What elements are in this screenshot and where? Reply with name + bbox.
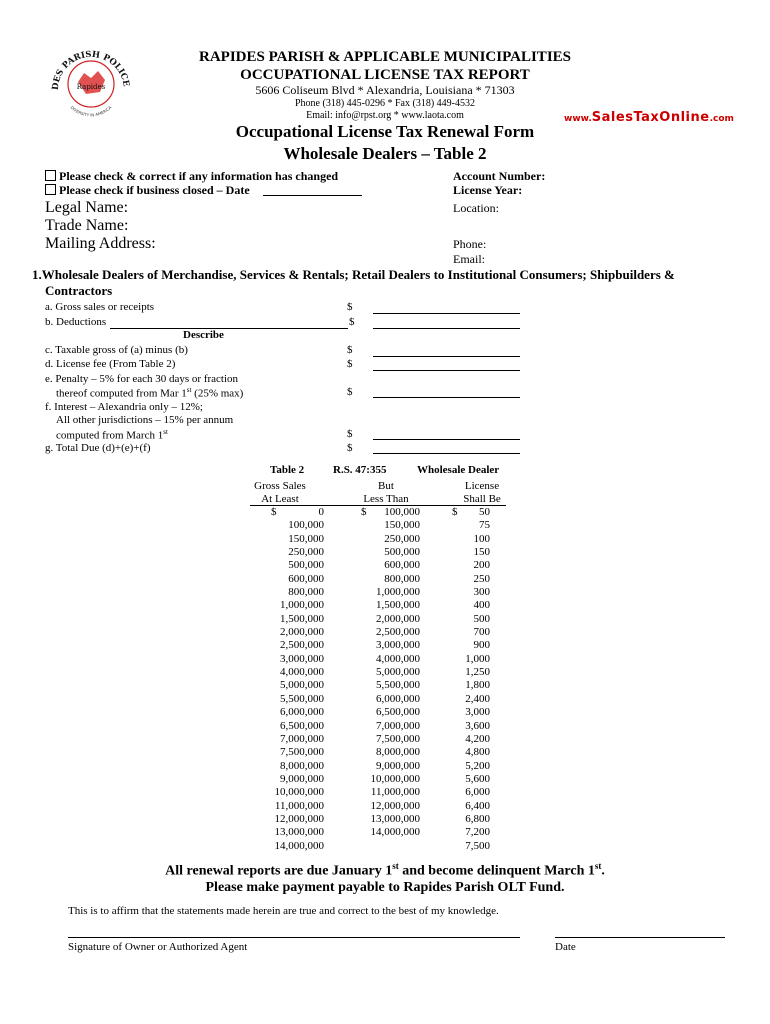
table2-license-cell: 6,800 xyxy=(465,812,490,825)
license-year-label: License Year: xyxy=(453,183,523,197)
item-f-label-2: All other jurisdictions – 15% per annum xyxy=(56,414,234,426)
table2-at-least-cell: 0 xyxy=(318,506,324,518)
table2-license-cell: 75 xyxy=(479,519,490,532)
business-closed-label: Please check if business closed – Date xyxy=(59,183,250,197)
brand-www: www. xyxy=(564,114,592,124)
item-d-label: d. License fee (From Table 2) xyxy=(45,358,176,370)
check-business-closed-row xyxy=(45,183,250,198)
interest-field[interactable] xyxy=(373,439,520,440)
table2-at-least-cell: 600,000 xyxy=(288,572,324,585)
table2-license-cell: 200 xyxy=(473,559,490,572)
table2-less-than-cell: 14,000,000 xyxy=(370,826,420,839)
table2-less-than-cell: 150,000 xyxy=(384,519,420,532)
table2-less-than-cell: 12,000,000 xyxy=(370,799,420,812)
table2-category: Wholesale Dealer xyxy=(417,464,500,476)
col-license-head-2: Shall Be xyxy=(463,493,501,505)
penalty-field[interactable] xyxy=(373,397,520,398)
section-1-number: 1. xyxy=(32,267,42,282)
col-less-than-head-1: But xyxy=(378,480,394,492)
table2-license-cell: 5,600 xyxy=(465,772,490,785)
table2-at-least-cell: 7,000,000 xyxy=(280,732,324,745)
item-f-cont-text: computed from March 1 xyxy=(56,429,164,442)
item-g-dollar: $ xyxy=(347,442,353,454)
item-f-dollar: $ xyxy=(347,428,353,440)
table2-at-least-cell: 6,500,000 xyxy=(280,719,324,732)
item-e-cont-end: (25% max) xyxy=(191,387,244,400)
table2-less-than-cell: 5,000,000 xyxy=(376,666,420,679)
due-notice-sup-2: st xyxy=(594,861,602,871)
table2-at-least-cell: 150,000 xyxy=(288,532,324,545)
table2-license-cell: 4,200 xyxy=(465,732,490,745)
brand-com: .com xyxy=(709,114,734,124)
table2-at-least-cell: 8,000,000 xyxy=(280,759,324,772)
item-f-label-3 xyxy=(56,428,168,442)
seal-ring-text: DES PARISH POLICE xyxy=(50,49,131,91)
table2-at-least-cell: 6,000,000 xyxy=(280,706,324,719)
table2-less-than-cell: 2,500,000 xyxy=(376,626,420,639)
account-number-label: Account Number: xyxy=(453,169,546,183)
mailing-address-label: Mailing Address: xyxy=(45,235,156,252)
table2-at-least-cell: 4,000,000 xyxy=(280,666,324,679)
table2-license-column xyxy=(440,506,490,853)
table2-less-than-cell: 5,500,000 xyxy=(376,679,420,692)
table2-at-least-cell: 9,000,000 xyxy=(280,772,324,785)
date-label: Date xyxy=(555,941,576,953)
section-1-heading-text: Wholesale Dealers of Merchandise, Services & Rentals; Retail Dealers to Institutional Consumers; Shipbuilders & xyxy=(41,267,675,282)
due-notice-text-1: All renewal reports are due January 1 xyxy=(165,863,393,879)
col-at-least-head-2: At Least xyxy=(261,493,299,505)
signature-field[interactable] xyxy=(68,937,520,938)
col-license-head-1: License xyxy=(464,480,500,492)
table2-license-cell: 500 xyxy=(473,612,490,625)
header-email: Email: info@rpst.org * www.laota.com xyxy=(306,110,464,121)
taxable-gross-field[interactable] xyxy=(373,356,520,357)
table2-less-than-cell: 1,500,000 xyxy=(376,599,420,612)
info-changed-label: Please check & correct if any information has changed xyxy=(59,169,339,183)
item-b-label: b. Deductions xyxy=(45,316,107,328)
payable-notice: Please make payment payable to Rapides Parish OLT Fund. xyxy=(205,880,565,895)
table2-less-than-cell: 6,000,000 xyxy=(376,692,420,705)
table2-at-least-cell: 100,000 xyxy=(288,519,324,532)
table2-less-than-cell: 1,000,000 xyxy=(376,586,420,599)
section-1-heading-cont: Contractors xyxy=(45,283,113,298)
email-label: Email: xyxy=(453,252,485,266)
col3-dollar: $ xyxy=(452,506,458,518)
table2-license-cell: 1,250 xyxy=(465,666,490,679)
due-notice-text-2: and become delinquent March 1 xyxy=(398,863,595,879)
table2-at-least-cell: 1,000,000 xyxy=(280,599,324,612)
item-e-label-cont xyxy=(56,386,243,400)
col2-dollar: $ xyxy=(361,506,367,518)
item-e-label: e. Penalty – 5% for each 30 days or fraction xyxy=(45,373,239,385)
item-f-sup: st xyxy=(163,428,168,436)
seal-center-text: Rapides xyxy=(76,83,106,91)
table2-license-cell: 2,400 xyxy=(465,692,490,705)
table2-license-cell: 300 xyxy=(473,586,490,599)
item-e-cont-text: thereof computed from Mar 1 xyxy=(56,387,187,400)
header-title-2: OCCUPATIONAL LICENSE TAX REPORT xyxy=(240,67,530,83)
table2-license-cell: 3,000 xyxy=(465,706,490,719)
table2-license-cell: 1,000 xyxy=(465,652,490,665)
signature-label: Signature of Owner or Authorized Agent xyxy=(68,941,248,953)
table2-license-cell: 3,600 xyxy=(465,719,490,732)
table2-license-cell: 6,400 xyxy=(465,799,490,812)
table2-license-cell: 5,200 xyxy=(465,759,490,772)
license-fee-field[interactable] xyxy=(373,370,520,371)
item-g-label: g. Total Due (d)+(e)+(f) xyxy=(45,442,151,454)
table2-license-cell: 900 xyxy=(473,639,490,652)
table2-less-than-cell: 7,000,000 xyxy=(376,719,420,732)
table2-license-cell: 400 xyxy=(473,599,490,612)
header-title-1: RAPIDES PARISH & APPLICABLE MUNICIPALITIES xyxy=(199,49,571,65)
deductions-field[interactable] xyxy=(373,328,520,329)
table2-less-than-cell: 500,000 xyxy=(384,546,420,559)
table2-at-least-cell: 10,000,000 xyxy=(274,786,324,799)
brand-name: SalesTaxOnline xyxy=(591,110,710,125)
item-e-sup: st xyxy=(186,386,192,394)
table2-at-least-cell: 800,000 xyxy=(288,586,324,599)
table2-less-than-cell: 11,000,000 xyxy=(370,786,420,799)
table2-less-than-cell: 250,000 xyxy=(384,532,420,545)
item-f-label: f. Interest – Alexandria only – 12%; xyxy=(45,401,203,413)
table2-license-cell: 6,000 xyxy=(465,786,490,799)
header-address: 5606 Coliseum Blvd * Alexandria, Louisiana * 71303 xyxy=(255,83,515,97)
table2-license-cell: 250 xyxy=(473,572,490,585)
table2-less-than-cell: 3,000,000 xyxy=(376,639,420,652)
table2-less-than-column xyxy=(340,506,420,840)
col-at-least-head-1: Gross Sales xyxy=(254,480,306,492)
col-less-than-head-2: Less Than xyxy=(363,493,409,505)
table2-at-least-cell: 2,000,000 xyxy=(280,626,324,639)
table2-less-than-cell: 13,000,000 xyxy=(370,812,420,825)
table2-less-than-cell: 800,000 xyxy=(384,572,420,585)
seal-motto-text: DIVERSITY IN AMERICA xyxy=(69,104,113,118)
deductions-describe-field[interactable] xyxy=(110,328,348,329)
table2-at-least-cell: 12,000,000 xyxy=(274,812,324,825)
table2-at-least-cell: 14,000,000 xyxy=(274,839,324,852)
item-c-dollar: $ xyxy=(347,344,353,356)
table2-license-cell: 100 xyxy=(473,532,490,545)
table2-at-least-cell: 1,500,000 xyxy=(280,612,324,625)
due-date-notice xyxy=(0,861,770,880)
table2-at-least-cell: 5,000,000 xyxy=(280,679,324,692)
item-b-dollar: $ xyxy=(349,316,355,328)
legal-name-label: Legal Name: xyxy=(45,199,129,216)
table2-less-than-cell: 4,000,000 xyxy=(376,652,420,665)
trade-name-label: Trade Name: xyxy=(45,217,129,234)
table2-license-cell: 7,500 xyxy=(465,839,490,852)
describe-label: Describe xyxy=(183,329,224,341)
section-1-heading xyxy=(32,267,675,283)
table2-license-cell: 7,200 xyxy=(465,826,490,839)
header-phone: Phone (318) 445-0296 * Fax (318) 449-4532 xyxy=(295,98,475,109)
table2-at-least-cell: 3,000,000 xyxy=(280,652,324,665)
table2-less-than-cell: 8,000,000 xyxy=(376,746,420,759)
table2-less-than-cell: 6,500,000 xyxy=(376,706,420,719)
table2-less-than-cell: 100,000 xyxy=(384,506,420,518)
item-c-label: c. Taxable gross of (a) minus (b) xyxy=(45,344,188,356)
table2-at-least-column xyxy=(250,506,324,853)
table2-license-cell: 1,800 xyxy=(465,679,490,692)
phone-label: Phone: xyxy=(453,237,487,251)
item-d-dollar: $ xyxy=(347,358,353,370)
due-notice-period: . xyxy=(601,863,605,879)
table2-title: Table 2 xyxy=(270,464,305,476)
form-title: Occupational License Tax Renewal Form xyxy=(235,122,535,141)
table2-at-least-cell: 13,000,000 xyxy=(274,826,324,839)
table2-license-cell: 150 xyxy=(473,546,490,559)
check-info-changed-row xyxy=(45,169,338,184)
table2-at-least-cell: 11,000,000 xyxy=(274,799,324,812)
table2-statute: R.S. 47:355 xyxy=(333,464,387,476)
col1-dollar: $ xyxy=(271,506,277,518)
table2-less-than-cell: 2,000,000 xyxy=(376,612,420,625)
table2-less-than-cell: 10,000,000 xyxy=(370,772,420,785)
table2-less-than-cell: 600,000 xyxy=(384,559,420,572)
item-a-label: a. Gross sales or receipts xyxy=(45,301,155,313)
gross-sales-field[interactable] xyxy=(373,313,520,314)
table2-license-cell: 50 xyxy=(479,506,490,518)
table2-less-than-cell: 7,500,000 xyxy=(376,732,420,745)
total-due-field[interactable] xyxy=(373,453,520,454)
business-closed-checkbox[interactable] xyxy=(45,184,56,195)
table2-less-than-cell: 9,000,000 xyxy=(376,759,420,772)
table2-at-least-cell: 7,500,000 xyxy=(280,746,324,759)
form-subtitle: Wholesale Dealers – Table 2 xyxy=(283,144,487,163)
item-a-dollar: $ xyxy=(347,301,353,313)
table2-at-least-cell: 5,500,000 xyxy=(280,692,324,705)
signature-date-field[interactable] xyxy=(555,937,725,938)
location-label: Location: xyxy=(453,201,499,215)
table2-at-least-cell: 2,500,000 xyxy=(280,639,324,652)
table2-at-least-cell: 500,000 xyxy=(288,559,324,572)
table2-license-cell: 4,800 xyxy=(465,746,490,759)
info-changed-checkbox[interactable] xyxy=(45,170,56,181)
affirm-statement: This is to affirm that the statements made herein are true and correct to the best of my knowledge. xyxy=(68,905,499,917)
item-e-dollar: $ xyxy=(347,386,353,398)
due-notice-sup-1: st xyxy=(392,861,399,871)
table2-at-least-cell: 250,000 xyxy=(288,546,324,559)
closed-date-field[interactable] xyxy=(263,195,362,196)
table2-license-cell: 700 xyxy=(473,626,490,639)
